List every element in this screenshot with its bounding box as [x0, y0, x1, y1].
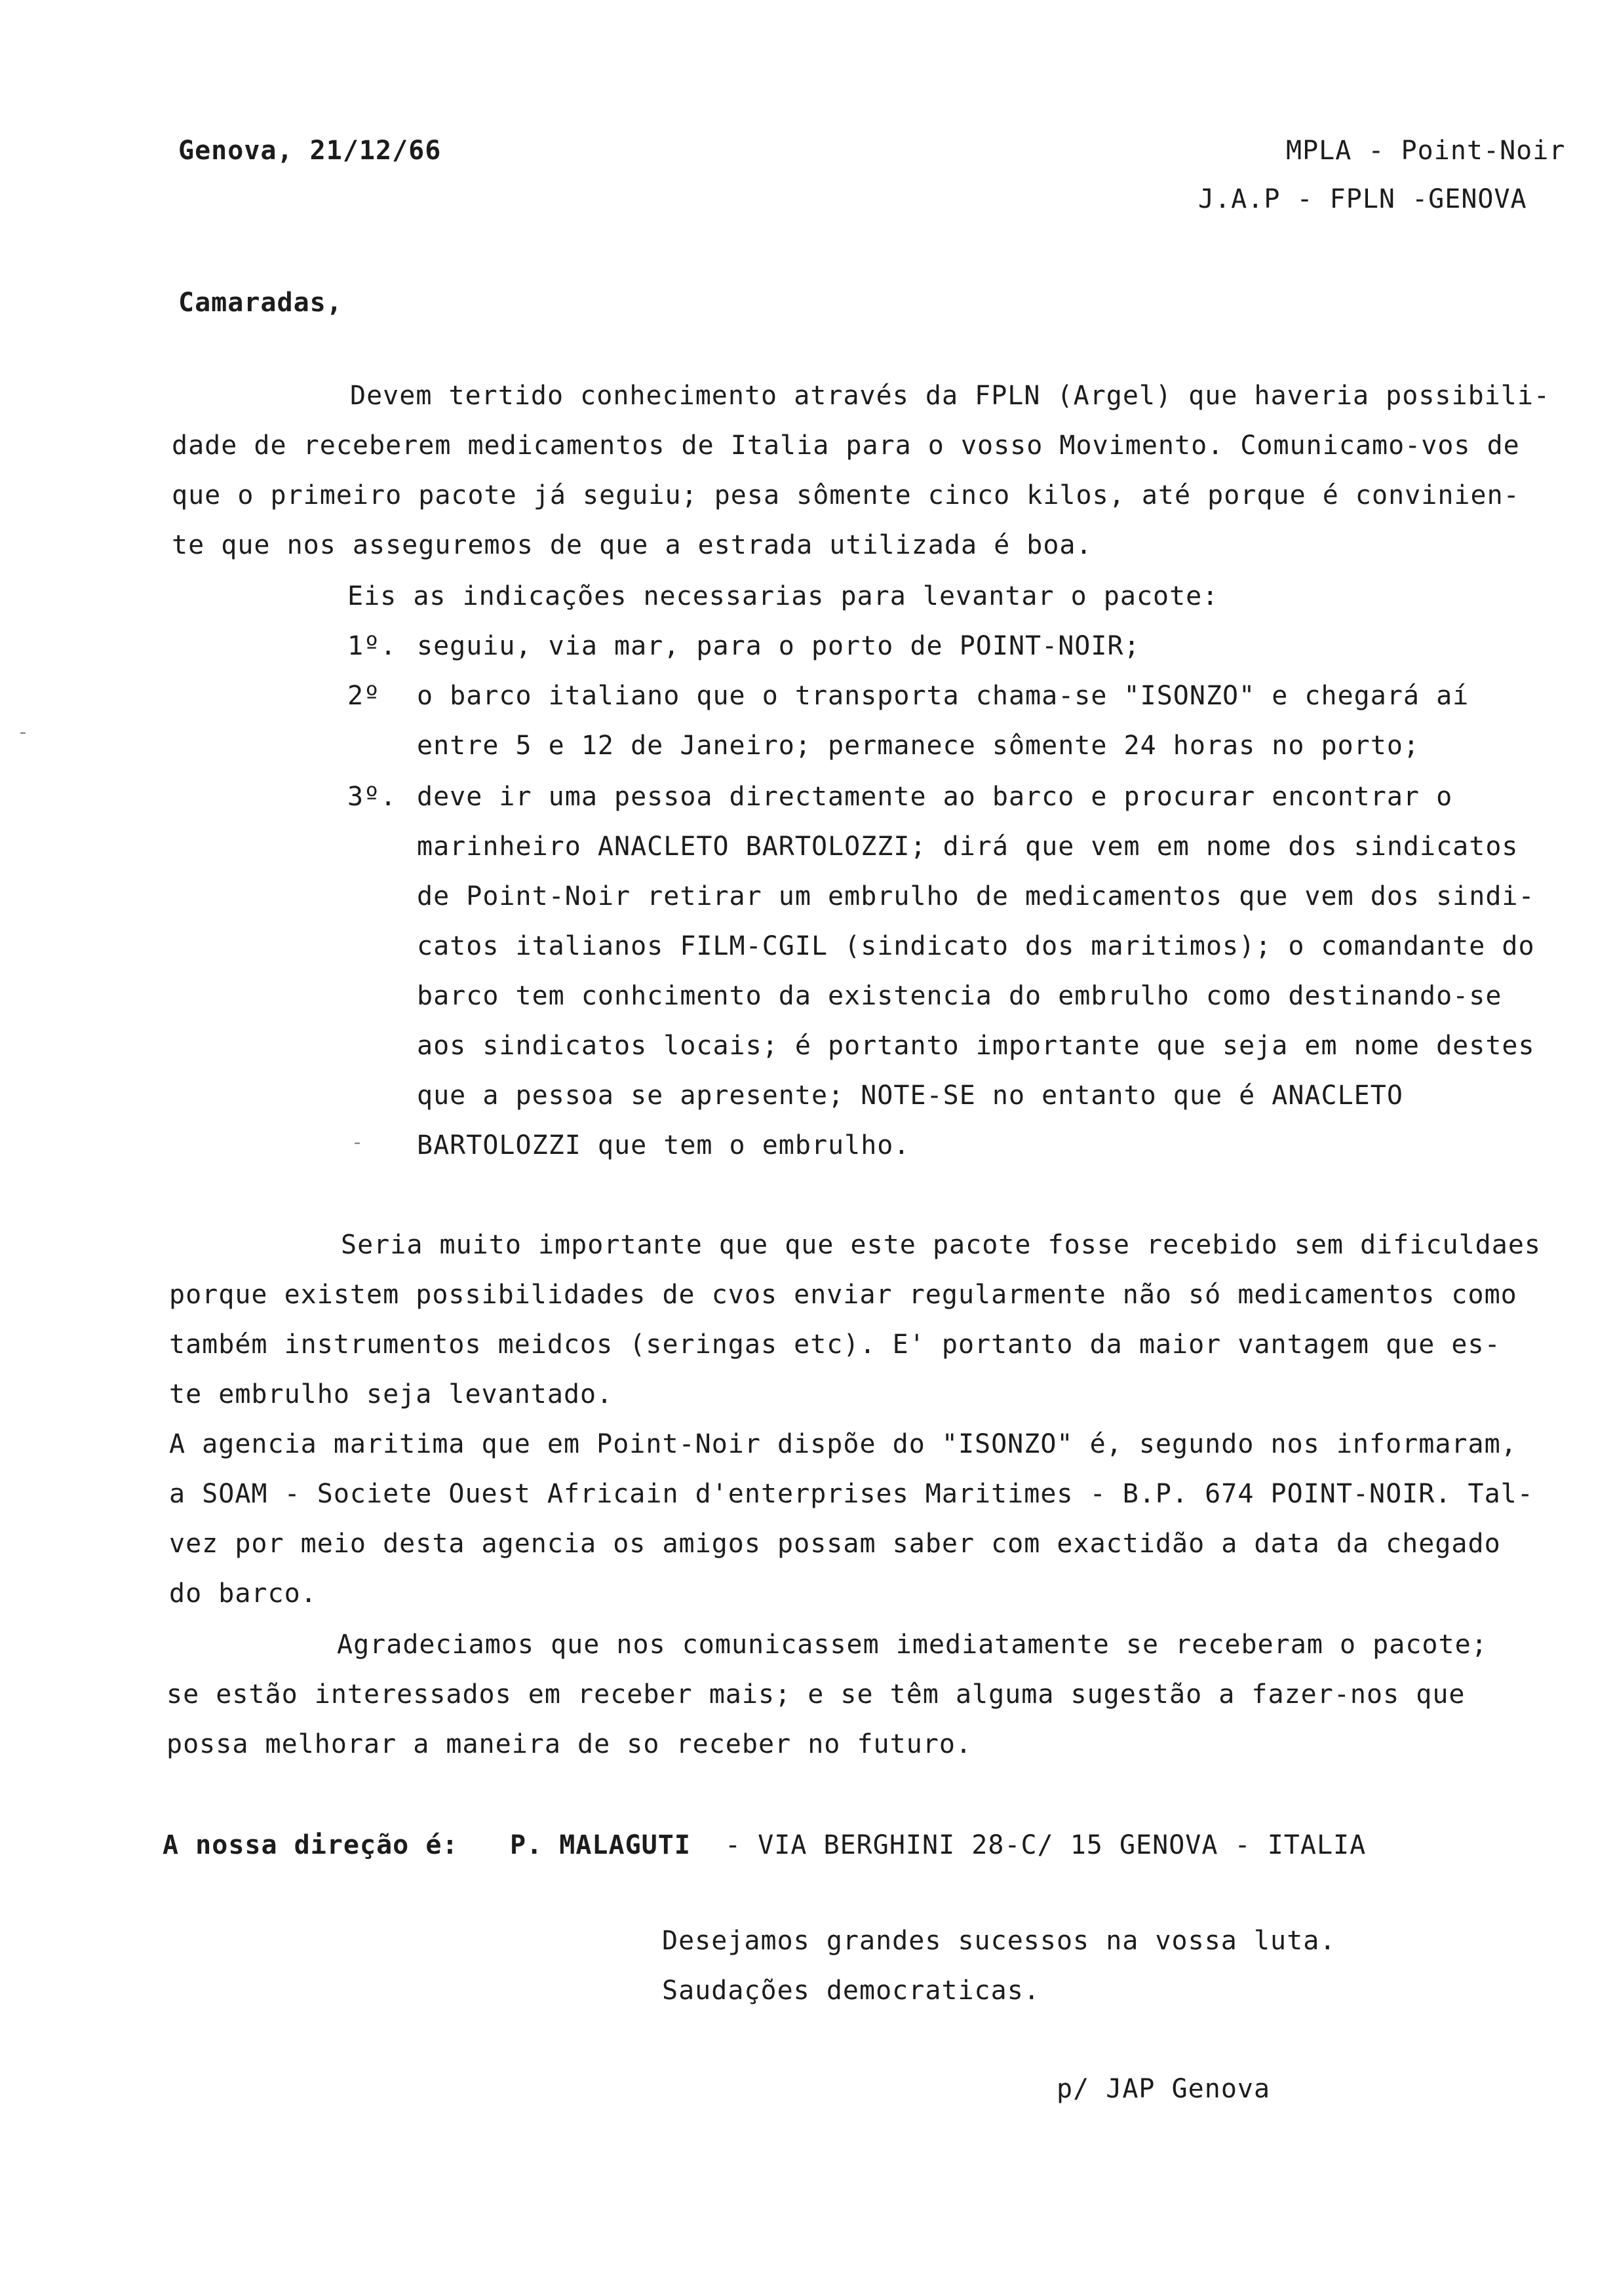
- indication-number: 3º.: [347, 782, 397, 812]
- indication-line: seguiu, via mar, para o porto de POINT-NOIR;: [417, 631, 1140, 661]
- address-name: P. MALAGUTI: [510, 1830, 691, 1860]
- paragraph-line: que o primeiro pacote já seguiu; pesa sômente cinco kilos, até porque é convinien-: [172, 480, 1520, 510]
- paragraph-line: do barco.: [169, 1578, 317, 1609]
- signature: p/ JAP Genova: [1057, 2074, 1271, 2104]
- indication-line: BARTOLOZZI que tem o embrulho.: [417, 1130, 910, 1160]
- paragraph-line: Seria muito importante que que este pacote fosse recebido sem dificuldaes: [341, 1230, 1541, 1260]
- paragraph-line: te embrulho seja levantado.: [169, 1379, 613, 1409]
- indication-line: marinheiro ANACLETO BARTOLOZZI; dirá que vem em nome dos sindicatos: [417, 832, 1519, 862]
- recipient: MPLA - Point-Noir: [1286, 136, 1566, 166]
- indication-line: o barco italiano que o transporta chama-se "ISONZO" e chegará aí: [417, 681, 1469, 711]
- indication-line: barco tem conhcimento da existencia do embrulho como destinando-se: [417, 981, 1502, 1011]
- paragraph-line: A agencia maritima que em Point-Noir dispõe do "ISONZO" é, segundo nos informaram,: [169, 1429, 1517, 1459]
- indications-intro: Eis as indicações necessarias para levantar o pacote:: [347, 581, 1219, 611]
- paragraph-line: dade de receberem medicamentos de Italia para o vosso Movimento. Comunicamo-vos de: [172, 430, 1520, 461]
- paragraph-line: possa melhorar a maneira de so receber no futuro.: [166, 1729, 973, 1759]
- indication-line: deve ir uma pessoa directamente ao barco e procurar encontrar o: [417, 782, 1453, 812]
- sender-line: J.A.P - FPLN -GENOVA: [1198, 184, 1527, 214]
- salutation: Camaradas,: [178, 288, 343, 318]
- paragraph-line: se estão interessados em receber mais; e se têm alguma sugestão a fazer-nos que: [166, 1679, 1466, 1710]
- indication-number: 1º.: [347, 631, 397, 661]
- closing-line: Saudações democraticas.: [662, 1976, 1040, 2006]
- paragraph-line: Agradeciamos que nos comunicassem imediatamente se receberam o pacote;: [337, 1630, 1488, 1660]
- paragraph-line: te que nos asseguremos de que a estrada utilizada é boa.: [172, 530, 1093, 560]
- place-date: Genova, 21/12/66: [178, 136, 442, 166]
- address-street: - VIA BERGHINI 28-C/ 15 GENOVA - ITALIA: [725, 1830, 1367, 1860]
- indication-line: entre 5 e 12 de Janeiro; permanece sômente 24 horas no porto;: [417, 731, 1420, 761]
- indication-number: 2º: [347, 681, 381, 711]
- indication-line: que a pessoa se apresente; NOTE-SE no entanto que é ANACLETO: [417, 1081, 1403, 1111]
- margin-mark: -: [17, 721, 30, 744]
- indication-line: de Point-Noir retirar um embrulho de medicamentos que vem dos sindi-: [417, 881, 1535, 911]
- indication-line: aos sindicatos locais; é portanto importante que seja em nome destes: [417, 1031, 1535, 1061]
- closing-line: Desejamos grandes sucessos na vossa luta.: [662, 1926, 1336, 1956]
- indication-line: catos italianos FILM-CGIL (sindicato dos maritimos); o comandante do: [417, 931, 1535, 961]
- paragraph-line: a SOAM - Societe Ouest Africain d'enterprises Maritimes - B.P. 674 POINT-NOIR. Tal-: [169, 1479, 1534, 1509]
- paragraph-line: Devem tertido conhecimento através da FPLN (Argel) que haveria possibili-: [350, 381, 1550, 411]
- paragraph-line: porque existem possibilidades de cvos enviar regularmente não só medicamentos como: [169, 1280, 1517, 1310]
- paragraph-line: também instrumentos meidcos (seringas etc). E' portanto da maior vantagem que es-: [169, 1330, 1501, 1360]
- paragraph-line: vez por meio desta agencia os amigos possam saber com exactidão a data da chegado: [169, 1529, 1501, 1559]
- address-label: A nossa direção é:: [163, 1830, 459, 1860]
- margin-mark: -: [351, 1131, 364, 1154]
